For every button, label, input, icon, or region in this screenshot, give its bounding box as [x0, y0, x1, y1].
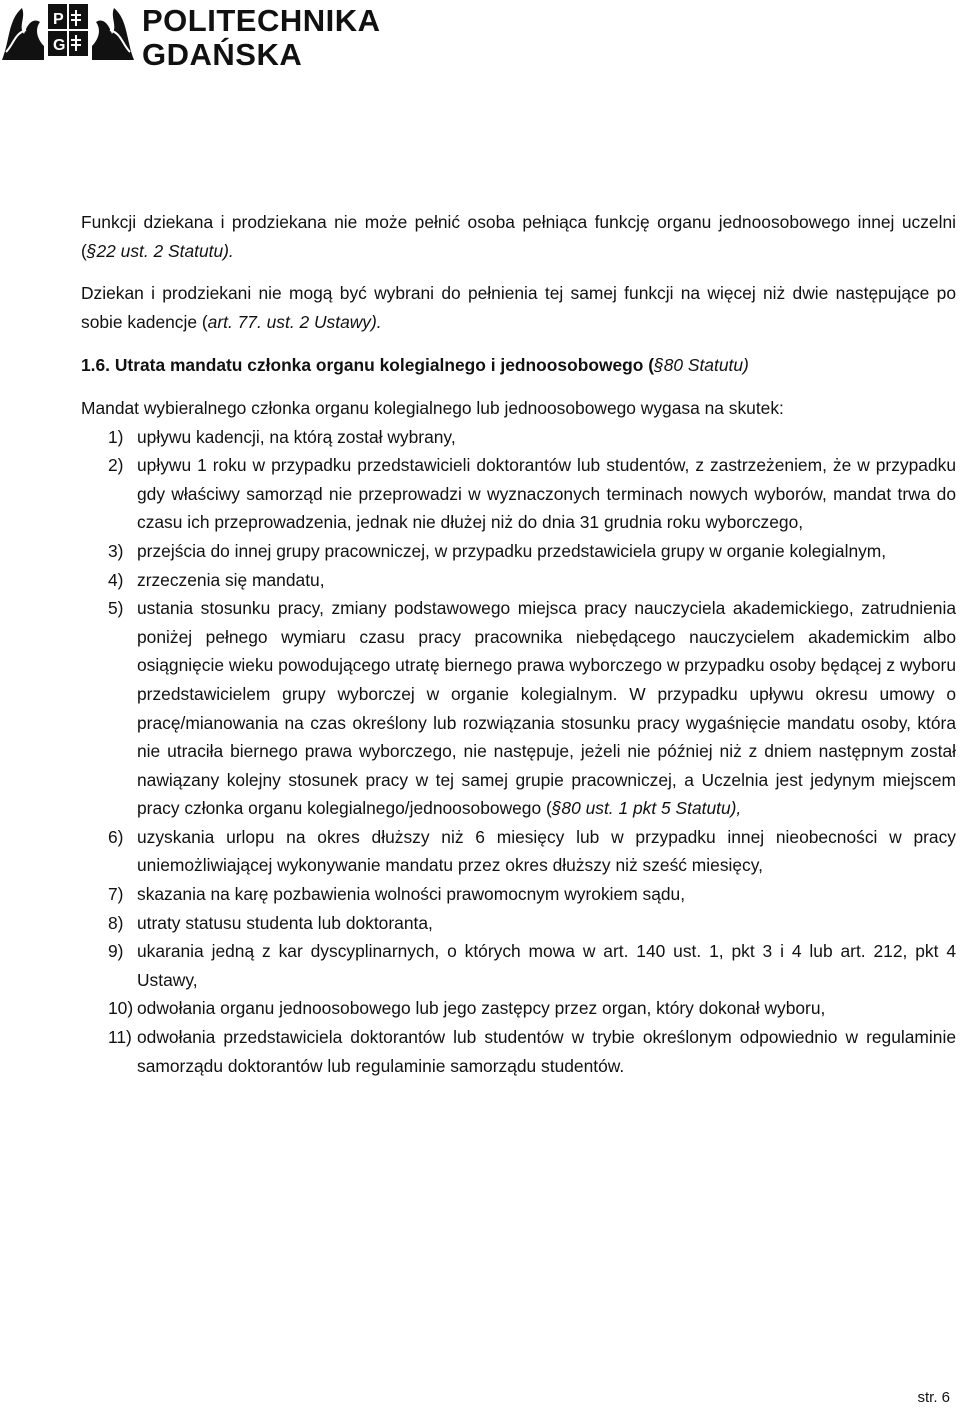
list-item-number: 4): [108, 569, 124, 590]
logo-line-1: POLITECHNIKA: [142, 3, 381, 38]
list-item-text: ustania stosunku pracy, zmiany podstawowego miejsca pracy nauczyciela akademickiego, zatrudnienia poniżej pełnego wymiaru czasu pracy pracownika niebędącego nauczycielem akademickim albo osiągnięcie wieku powodującego utratę biernego prawa wyborczego w przypadku osoby będącej z wyboru przedstawicielem grupy wyborczej w organie kolegialnym. W przypadku upływu okresu umowy o pracę/mianowania na czas określony lub rozwiązania stosunku pracy wygaśnięcie mandatu osoby, która nie utraciła biernego prawa wyborczego, nie następuje, jeżeli nie później niż z dniem następnym został nawiązany kolejny stosunek pracy w tej samej grupie pracowniczej, a Uczelnia jest jedynym miejscem pracy członka organu kolegialnego/jednoosobowego (: [137, 598, 956, 819]
list-item: [81, 880, 956, 909]
university-logo: [0, 0, 381, 72]
list-item-text: utraty statusu studenta lub doktoranta,: [137, 912, 433, 933]
list-item-text: odwołania przedstawiciela doktorantów lub studentów w trybie określonym odpowiednio w regulaminie samorządu doktorantów lub regulaminie samorządu studentów.: [137, 1027, 956, 1076]
page-number: str. 6: [917, 1389, 950, 1406]
section-number: 1.6.: [81, 355, 111, 376]
paragraph-1-text: Funkcji dziekana i prodziekana nie może pełnić osoba pełniąca funkcję organu jednoosobowego innej uczelni (: [81, 212, 956, 261]
list-item-text: zrzeczenia się mandatu,: [137, 569, 325, 590]
list-item-text: upływu 1 roku w przypadku przedstawicieli doktorantów lub studentów, z zastrzeżeniem, że w przypadku gdy właściwy samorząd nie przeprowadzi w wyznaczonych terminach nowych wyborów, mandat trwa do czasu ich przeprowadzenia, jednak nie dłużej niż do dnia 31 grudnia roku wyborczego,: [137, 455, 956, 533]
list-item-number: 10): [108, 998, 134, 1019]
list-item: [81, 937, 956, 994]
list-item-citation: §80 ust. 1 pkt 5 Statutu),: [551, 798, 742, 819]
paragraph-2-citation: art. 77. ust. 2 Ustawy).: [207, 311, 382, 332]
paragraph-2-text: Dziekan i prodziekani nie mogą być wybrani do pełnienia tej samej funkcji na więcej niż dwie następujące po sobie kadencje (: [81, 283, 956, 332]
list-item-text: skazania na karę pozbawienia wolności prawomocnym wyrokiem sądu,: [137, 884, 686, 905]
list-item-number: 5): [108, 598, 124, 619]
list-item: [81, 566, 956, 595]
list-item: [81, 909, 956, 938]
list-item: [81, 994, 956, 1023]
paragraph-1: [81, 208, 956, 265]
university-name: [142, 4, 381, 72]
logo-line-2: GDAŃSKA: [142, 37, 303, 72]
list-item-number: 9): [108, 941, 124, 962]
list-item-number: 11): [108, 1027, 132, 1048]
list-item-number: 2): [108, 455, 124, 476]
list-item-text: upływu kadencji, na którą został wybrany,: [137, 426, 456, 447]
list-item-number: 7): [108, 884, 124, 905]
list-item-text: odwołania organu jednoosobowego lub jego zastępcy przez organ, który dokonał wyboru,: [137, 998, 826, 1019]
list-item-number: 1): [108, 426, 124, 447]
list-item: [81, 1023, 956, 1080]
pg-emblem-icon: [0, 0, 136, 64]
section-heading: [81, 351, 956, 380]
list-item: [81, 823, 956, 880]
list-item-text: uzyskania urlopu na okres dłuższy niż 6 miesięcy lub w przypadku innej nieobecności w pracy uniemożliwiającej wykonywanie mandatu przez okres dłuższy niż sześć miesięcy,: [137, 826, 956, 876]
list-item: [81, 423, 956, 452]
list-item-number: 8): [108, 912, 124, 933]
list-item-text: ukarania jedną z kar dyscyplinarnych, o których mowa w art. 140 ust. 1, pkt 3 i 4 lub art. 212, pkt 4 Ustawy,: [137, 941, 956, 990]
expiry-reasons-list: [81, 423, 956, 1081]
list-item: [81, 537, 956, 566]
list-item-text: przejścia do innej grupy pracowniczej, w przypadku przedstawiciela grupy w organie kolegialnym,: [137, 540, 887, 561]
section-title-citation: §80 Statutu): [654, 355, 749, 376]
paragraph-2: [81, 279, 956, 336]
svg-text:P: P: [53, 11, 64, 28]
document-body: [81, 208, 956, 1080]
list-item: [81, 451, 956, 537]
list-item: [81, 594, 956, 823]
section-title: Utrata mandatu członka organu kolegialnego i jednoosobowego (: [114, 355, 655, 376]
list-item-number: 6): [108, 826, 124, 847]
svg-text:G: G: [53, 37, 66, 54]
paragraph-1-citation: §22 ust. 2 Statutu).: [86, 240, 234, 261]
list-item-number: 3): [108, 540, 124, 561]
section-intro: Mandat wybieralnego członka organu kolegialnego lub jednoosobowego wygasa na skutek:: [81, 397, 784, 418]
